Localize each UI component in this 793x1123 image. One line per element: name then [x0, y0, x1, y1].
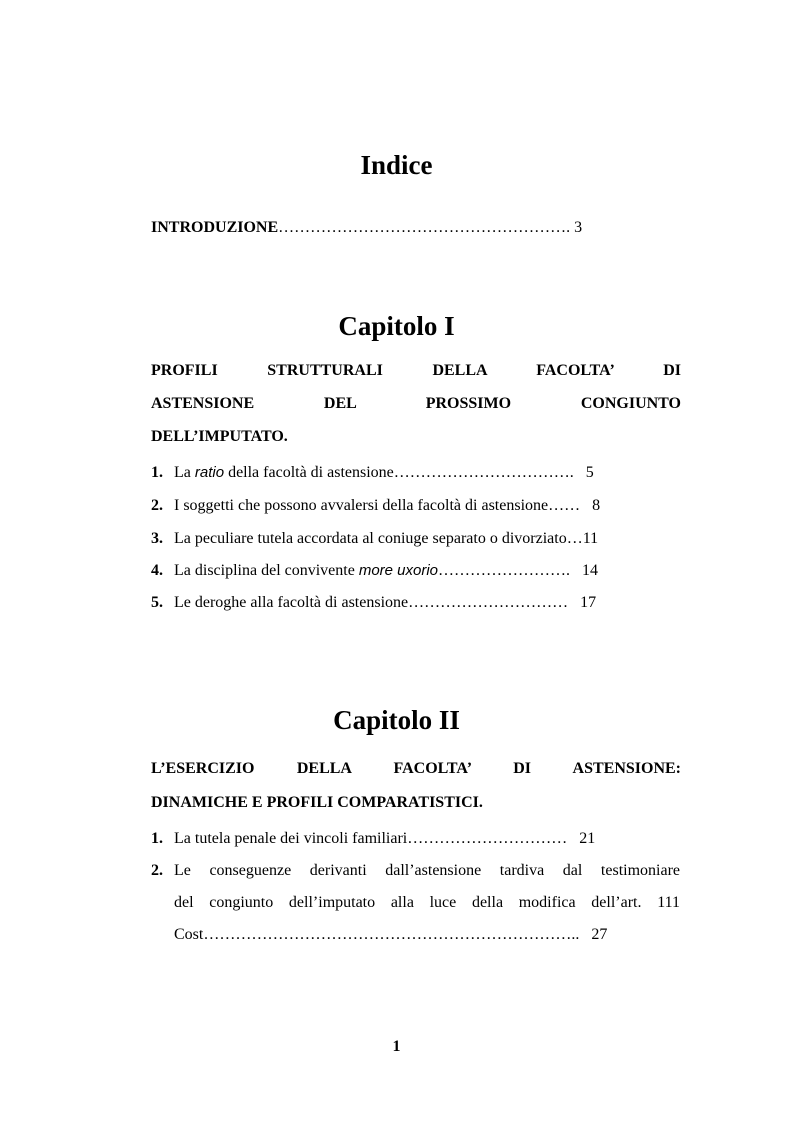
item-text: La peculiare tutela accordata al coniuge separato o divorziato	[174, 530, 567, 547]
chapter-2-heading-line-2: DINAMICHE E PROFILI COMPARATISTICI.	[151, 794, 483, 811]
item-page-number: 21	[579, 830, 596, 847]
item-number: 1.	[151, 464, 163, 481]
item-number: 2.	[151, 497, 163, 514]
item-text: La disciplina del convivente	[174, 562, 359, 579]
item-text-rest: della facoltà di astensione	[224, 464, 394, 481]
chapter-2-item-2-line-3	[174, 926, 680, 944]
chapter-2-item-2-line-2: del congiunto dell’imputato alla luce della modifica dell’art. 111	[174, 894, 680, 911]
item-leader-dots: …………………………	[407, 830, 568, 847]
item-leader-dots: ……………………………………………………………..	[203, 926, 580, 943]
item-number: 2.	[151, 862, 163, 879]
chapter-1-item-3[interactable]	[151, 530, 598, 548]
index-title: Indice	[360, 150, 433, 180]
chapter-1-item-2[interactable]	[151, 497, 600, 515]
item-number: 3.	[151, 530, 163, 547]
chapter-1-heading-line-2: ASTENSIONE DEL PROSSIMO CONGIUNTO	[151, 395, 681, 412]
intro-page-number: 3	[574, 219, 583, 236]
item-leader-dots: …………………………	[408, 594, 569, 611]
item-page-number: 14	[582, 562, 599, 579]
item-text: I soggetti che possono avvalersi della facoltà di astensione	[174, 497, 549, 514]
item-number: 1.	[151, 830, 163, 847]
item-page-number: 17	[580, 594, 597, 611]
item-text: Le deroghe alla facoltà di astensione	[174, 594, 409, 611]
chapter-1-item-5[interactable]	[151, 594, 596, 612]
item-number: 4.	[151, 562, 163, 579]
page-number: 1	[392, 1038, 401, 1055]
chapter-2-heading-line-1: L’ESERCIZIO DELLA FACOLTA’ DI ASTENSIONE:	[151, 760, 681, 777]
intro-leader-dots: ……………………………………………….	[278, 219, 571, 236]
item-number: 5.	[151, 594, 163, 611]
chapter-1-item-4[interactable]	[151, 562, 598, 580]
item-page-number: 11	[582, 530, 599, 547]
item-text-italic: ratio	[194, 464, 225, 481]
chapter-1-heading-line-1: PROFILI STRUTTURALI DELLA FACOLTA’ DI	[151, 362, 681, 379]
item-leader-dots: …	[566, 530, 583, 547]
item-leader-dots: …………………………….	[393, 464, 574, 481]
chapter-1-title: Capitolo I	[338, 311, 455, 341]
chapter-2-item-1[interactable]	[151, 830, 595, 848]
intro-label: INTRODUZIONE	[151, 219, 279, 236]
chapter-1-heading-line-3: DELL’IMPUTATO.	[151, 428, 288, 445]
item-page-number: 8	[592, 497, 601, 514]
chapter-1-item-1[interactable]	[151, 464, 594, 482]
item-page-number: 27	[591, 926, 608, 943]
item-text: Cost	[174, 926, 204, 943]
chapter-2-title: Capitolo II	[333, 705, 460, 735]
toc-introduction[interactable]	[151, 219, 582, 237]
chapter-2-item-2-line-1: Le conseguenze derivanti dall’astensione tardiva dal testimoniare	[174, 862, 680, 879]
item-text: La tutela penale dei vincoli familiari	[174, 830, 408, 847]
item-leader-dots: …………………….	[438, 562, 571, 579]
item-leader-dots: ……	[548, 497, 581, 514]
chapter-2-item-2[interactable]	[151, 862, 174, 880]
item-text: La	[174, 464, 195, 481]
item-text-italic: more uxorio	[358, 562, 439, 579]
item-page-number: 5	[585, 464, 594, 481]
